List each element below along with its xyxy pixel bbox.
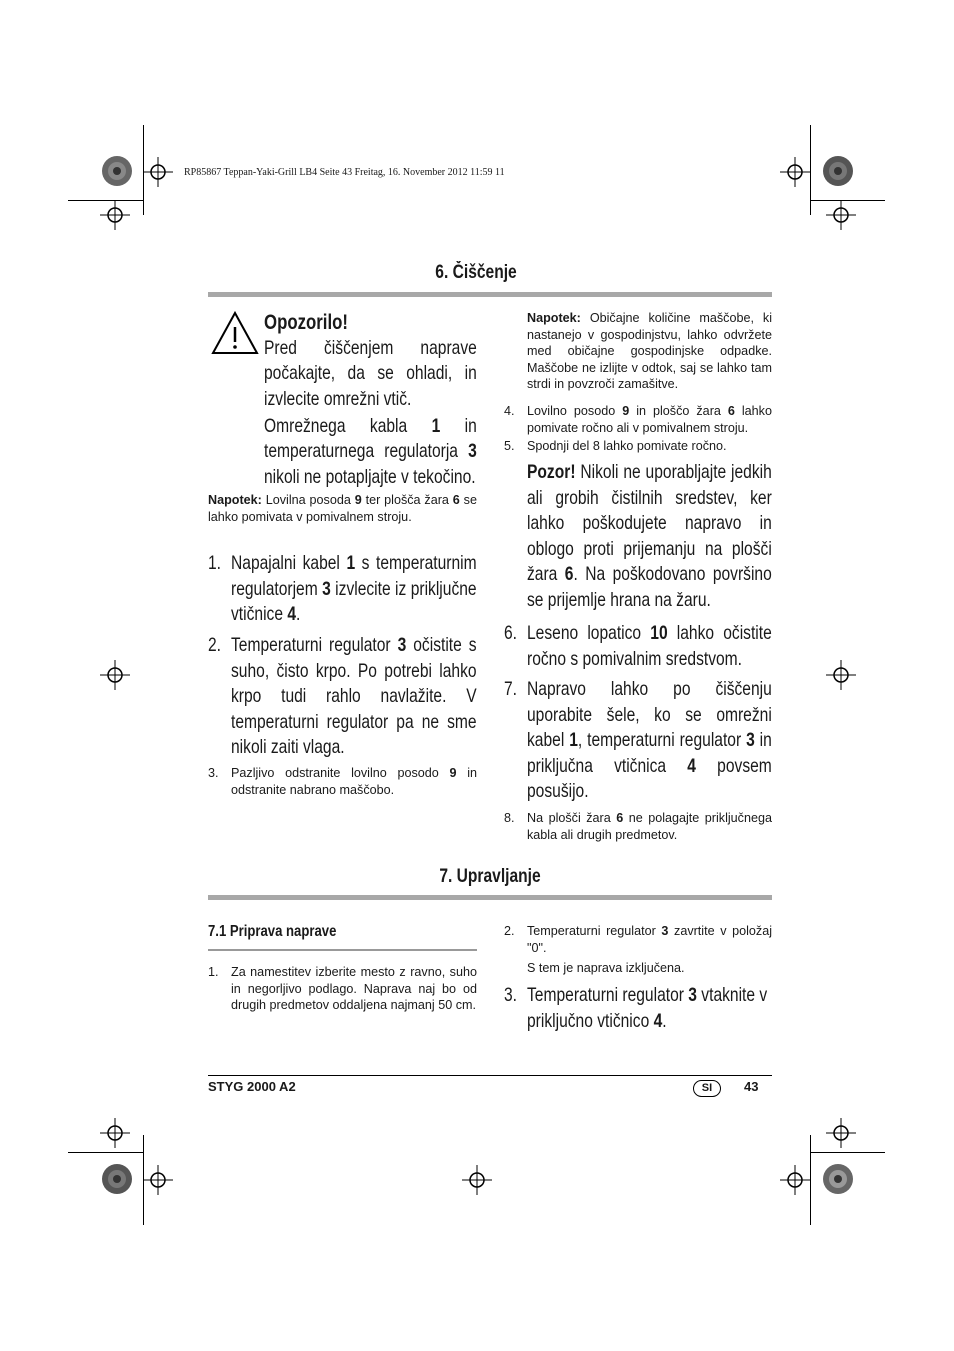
crop-line <box>810 1152 885 1153</box>
step-7: 7. Napravo lahko po čiščenju uporabite šele, ko se omrežni kabel 1, temperaturni regulator 3 in priključna vtičnica 4 povsem posušijo. <box>504 678 772 802</box>
crosshair-mark-icon <box>143 157 173 187</box>
page-number: 43 <box>744 1079 759 1094</box>
step-8: 8. Na plošči žara 6 ne polagajte priključnega kabla ali drugih predmetov. <box>504 811 772 842</box>
footer-rule <box>208 1075 772 1076</box>
crosshair-mark-icon <box>826 1118 856 1148</box>
section-title: 7. Upravljanje <box>439 866 541 887</box>
warning-title: Opozorilo! <box>264 311 348 334</box>
crosshair-mark-icon <box>826 200 856 230</box>
warning-text-2: Omrežnega kabla 1 in temperaturnega regulatorja 3 nikoli ne potapljajte v tekočino. <box>264 414 477 488</box>
crosshair-mark-icon <box>780 157 810 187</box>
print-header: RP85867 Teppan-Yaki-Grill LB4 Seite 43 Freitag, 16. November 2012 11:59 11 <box>184 167 505 178</box>
subsection-rule <box>208 949 477 951</box>
step-6: 6. Leseno lopatico 10 lahko očistite ročno s pomivalnim sredstvom. <box>504 622 772 670</box>
crop-line <box>810 200 885 201</box>
step-5: 5. Spodnji del 8 lahko pomivate ročno. <box>504 439 727 453</box>
crosshair-mark-icon <box>100 1118 130 1148</box>
crosshair-mark-icon <box>780 1165 810 1195</box>
crosshair-mark-icon <box>143 1165 173 1195</box>
crop-line <box>810 1135 811 1225</box>
crosshair-mark-icon <box>462 1165 492 1195</box>
crosshair-mark-icon <box>826 660 856 690</box>
caution: Pozor! Nikoli ne uporabljajte jedkih ali grobih čistilnih sredstev, ker lahko poškodujete napravo in oblogo proti prijemanju na plošči žara 6. Na poškodovano površino se prijemlje hrana na žaru. <box>527 461 772 611</box>
step-3: 3. Pazljivo odstranite lovilno posodo 9 in odstranite nabrano maščobo. <box>208 766 477 797</box>
crosshair-mark-icon <box>100 200 130 230</box>
crosshair-mark-icon <box>100 660 130 690</box>
crop-line <box>143 125 144 215</box>
step-7-2: 2. Temperaturni regulator 3 zavrtite v položaj "0". S tem je naprava izključena. <box>504 924 773 975</box>
note-2: Napotek: Običajne količine maščobe, ki nastanejo v gospodinjstvu, lahko odvržete med običajne gospodinjske odpadke. Maščobe ne izlijte v odtok, saj se lahko tam strdi in povzroči zamašitve. <box>527 311 772 391</box>
warning-triangle-icon <box>210 310 260 356</box>
subsection-title: 7.1 Priprava naprave <box>208 923 337 940</box>
step-7-3: 3. Temperaturni regulator 3 vtaknite v priključno vtičnico 4. <box>504 984 768 1032</box>
warning-box <box>264 310 477 490</box>
registration-mark-icon <box>101 155 133 187</box>
note-1: Napotek: Lovilna posoda 9 ter plošča žara 6 se lahko pomivata v pomivalnem stroju. <box>208 493 477 524</box>
crop-line <box>810 125 811 215</box>
model-number: STYG 2000 A2 <box>208 1079 296 1094</box>
warning-text-1: Pred čiščenjem naprave počakajte, da se ohladi, in izvlecite omrežni vtič. <box>264 336 477 410</box>
section-rule <box>208 895 772 900</box>
registration-mark-icon <box>822 1163 854 1195</box>
registration-mark-icon <box>101 1163 133 1195</box>
language-badge: SI <box>693 1080 721 1097</box>
step-2: 2. Temperaturni regulator 3 očistite s suho, čisto krpo. Po potrebi lahko krpo tudi rahlo navlažite. V temperaturni regulator pa ne sme nikoli zaiti vlaga. <box>208 634 477 758</box>
section-title: 6. Čiščenje <box>435 262 517 283</box>
crop-line <box>68 1152 143 1153</box>
step-4: 4. Lovilno posodo 9 in ploščo žara 6 lahko pomivate ročno ali v pomivalnem stroju. <box>504 404 772 435</box>
section-rule <box>208 292 772 297</box>
step-7-1: 1. Za namestitev izberite mesto z ravno, suho in negorljivo podlago. Naprava naj bo od drugih predmetov oddaljena najmanj 50 cm. <box>208 965 477 1012</box>
step-1: 1. Napajalni kabel 1 s temperaturnim regulatorjem 3 izvlecite iz priključne vtičnice 4. <box>208 552 477 625</box>
registration-mark-icon <box>822 155 854 187</box>
crop-line <box>68 200 143 201</box>
crop-line <box>143 1135 144 1225</box>
